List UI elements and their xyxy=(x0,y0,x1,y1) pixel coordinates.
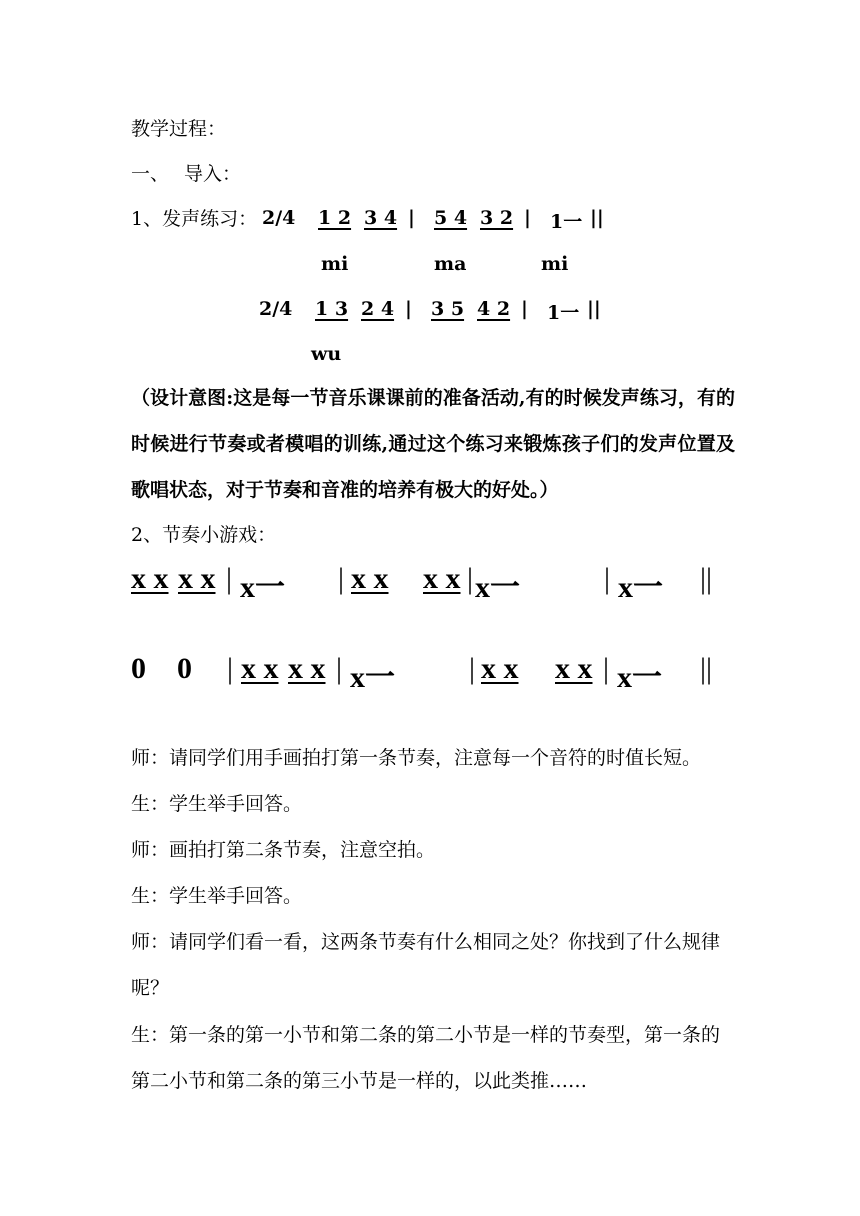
barline: | xyxy=(521,298,528,320)
barline: | xyxy=(603,652,610,685)
rhythm-pair: x x xyxy=(241,652,279,685)
rhythm-note: x一 xyxy=(350,661,395,694)
dialogue-line: 生：学生举手回答。 xyxy=(131,793,303,815)
section-number: 一、 xyxy=(131,163,170,185)
note-group: 1一 xyxy=(547,302,580,324)
barline: | xyxy=(469,652,476,685)
rhythm-note: x一 xyxy=(618,571,663,604)
rhythm-pair: x x xyxy=(555,652,593,685)
rhythm-note: x一 xyxy=(475,571,520,604)
rhythm-pair: x x xyxy=(288,652,326,685)
barline: | xyxy=(408,207,415,229)
section-title: 导入： xyxy=(184,163,242,185)
rhythm-pair: x x xyxy=(178,562,216,595)
design-intent-paragraph: （设计意图:这是每一节音乐课课前的准备活动,有的时候发声练习，有的时候进行节奏或者模唱的训练,通过这个练习来锻炼孩子们的发声位置及歌唱状态，对于节奏和音准的培养有极大的好处。） xyxy=(131,387,735,501)
barline: | xyxy=(467,562,474,595)
dialogue-line: 师：画拍打第二条节奏，注意空拍。 xyxy=(131,839,436,861)
barline: | xyxy=(405,298,412,320)
meter: 2/4 xyxy=(262,207,296,229)
barline: | xyxy=(338,562,345,595)
dialogue-line: 师：请同学们用手画拍打第一条节奏，注意每一个音符的时值长短。 xyxy=(131,747,702,769)
rhythm-note: x一 xyxy=(617,661,662,694)
syllable: mi xyxy=(321,253,349,275)
rhythm-game-label: 2、节奏小游戏： xyxy=(131,524,277,546)
meter: 2/4 xyxy=(259,298,293,320)
note-group: 2 4 xyxy=(361,298,395,320)
barline: | xyxy=(604,562,611,595)
rest: 0 xyxy=(131,652,146,685)
rhythm-pair: x x xyxy=(131,562,169,595)
dialogue-line: 师：请同学们看一看，这两条节奏有什么相同之处？你找到了什么规律呢？ xyxy=(131,931,721,999)
note-group: 1一 xyxy=(550,211,583,233)
rhythm-pair: x x xyxy=(351,562,389,595)
barline: | xyxy=(226,562,233,595)
page-heading: 教学过程： xyxy=(131,118,227,140)
rest: 0 xyxy=(177,652,192,685)
final-barline: || xyxy=(590,207,604,229)
syllable: wu xyxy=(311,343,342,365)
dialogue-line: 生：第一条的第一小节和第二条的第二小节是一样的节奏型，第一条的第二小节和第二条的第三小节是一样的，以此类推…… xyxy=(131,1024,721,1092)
note-group: 1 3 xyxy=(315,298,349,320)
barline: | xyxy=(336,652,343,685)
rhythm-note: x一 xyxy=(240,571,285,604)
final-barline: || xyxy=(700,562,713,595)
syllable: mi xyxy=(541,253,569,275)
vocal-exercise-label: 1、发声练习： xyxy=(131,208,258,230)
dialogue-line: 生：学生举手回答。 xyxy=(131,885,303,907)
note-group: 3 4 xyxy=(364,207,398,229)
note-group: 3 2 xyxy=(480,207,514,229)
final-barline: || xyxy=(700,652,713,685)
rhythm-pair: x x xyxy=(481,652,519,685)
rhythm-pair: x x xyxy=(423,562,461,595)
note-group: 3 5 xyxy=(431,298,465,320)
final-barline: || xyxy=(587,298,601,320)
note-group: 5 4 xyxy=(434,207,468,229)
barline: | xyxy=(524,207,531,229)
note-group: 4 2 xyxy=(477,298,511,320)
barline: | xyxy=(227,652,234,685)
syllable: ma xyxy=(434,253,467,275)
note-group: 1 2 xyxy=(318,207,352,229)
